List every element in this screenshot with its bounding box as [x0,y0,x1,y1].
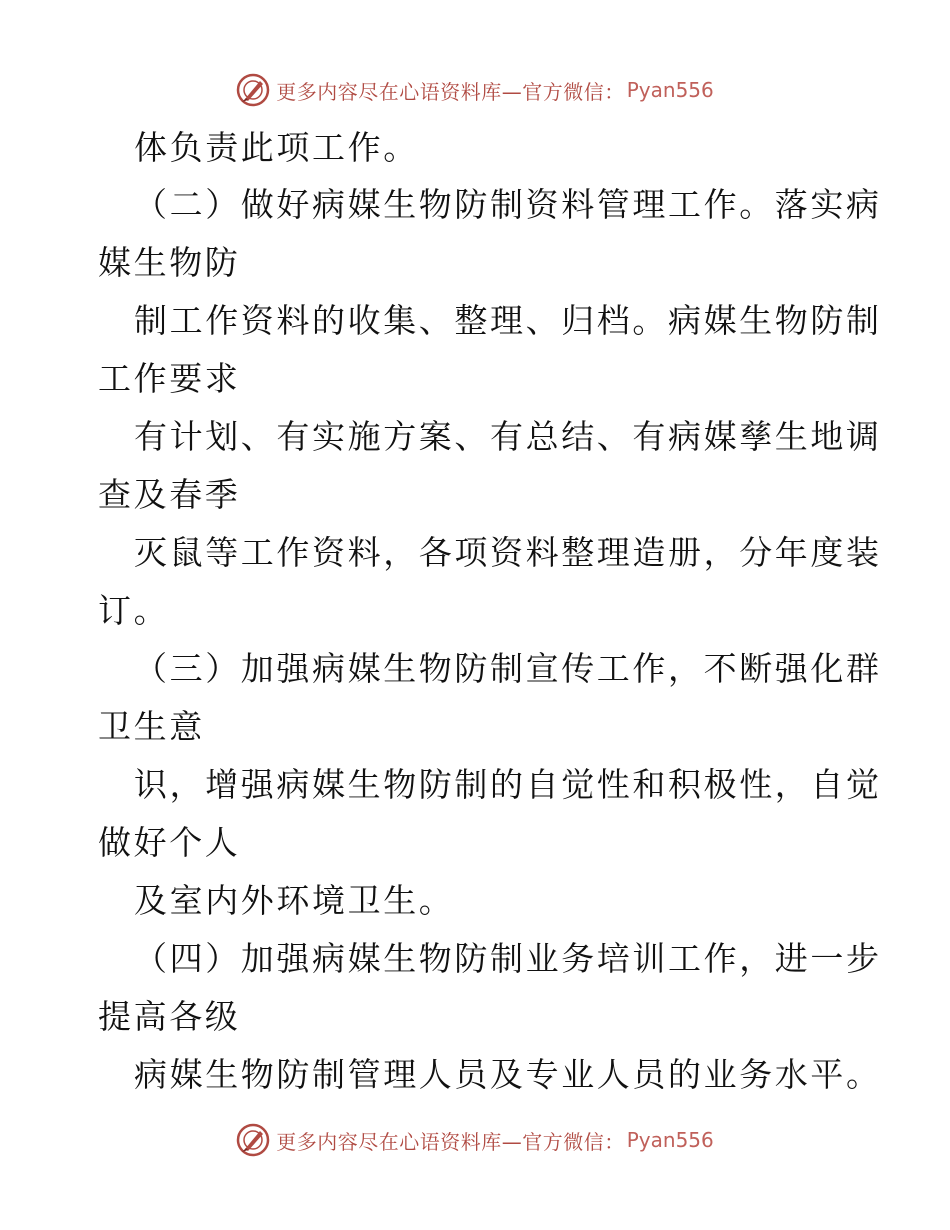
text-line: 识，增强病媒生物防制的自觉性和积极性，自觉 [134,765,882,804]
text-line: （二）做好病媒生物防制资料管理工作。落实病 [134,185,882,224]
text-line: 媒生物防 [98,243,241,282]
text-line: 提高各级 [98,997,241,1036]
watermark-text: 更多内容尽在心语资料库—官方微信： [276,79,625,104]
text-line: （三）加强病媒生物防制宣传工作，不断强化群 [134,649,882,688]
text-line: 病媒生物防制管理人员及专业人员的业务水平。 [134,1055,882,1094]
text-line: 工作要求 [98,359,241,398]
pen-nib-circle-icon [236,1123,270,1157]
text-line: 灭鼠等工作资料，各项资料整理造册，分年度装 [134,533,882,572]
text-line: 体负责此项工作。 [134,128,419,167]
watermark-wechat-id: Pyan556 [626,78,714,102]
text-line: 制工作资料的收集、整理、归档。病媒生物防制 [134,301,882,340]
watermark-wechat-id: Pyan556 [626,1128,714,1152]
text-line: 做好个人 [98,823,241,862]
text-line: 有计划、有实施方案、有总结、有病媒孳生地调 [134,417,882,456]
text-line: 及室内外环境卫生。 [134,881,455,920]
watermark-text: 更多内容尽在心语资料库—官方微信： [276,1129,625,1154]
text-line: 卫生意 [98,707,205,746]
text-line: 查及春季 [98,475,241,514]
text-line: （四）加强病媒生物防制业务培训工作，进一步 [134,939,882,978]
text-line: 订。 [98,591,170,630]
footer-watermark [0,1120,950,1160]
